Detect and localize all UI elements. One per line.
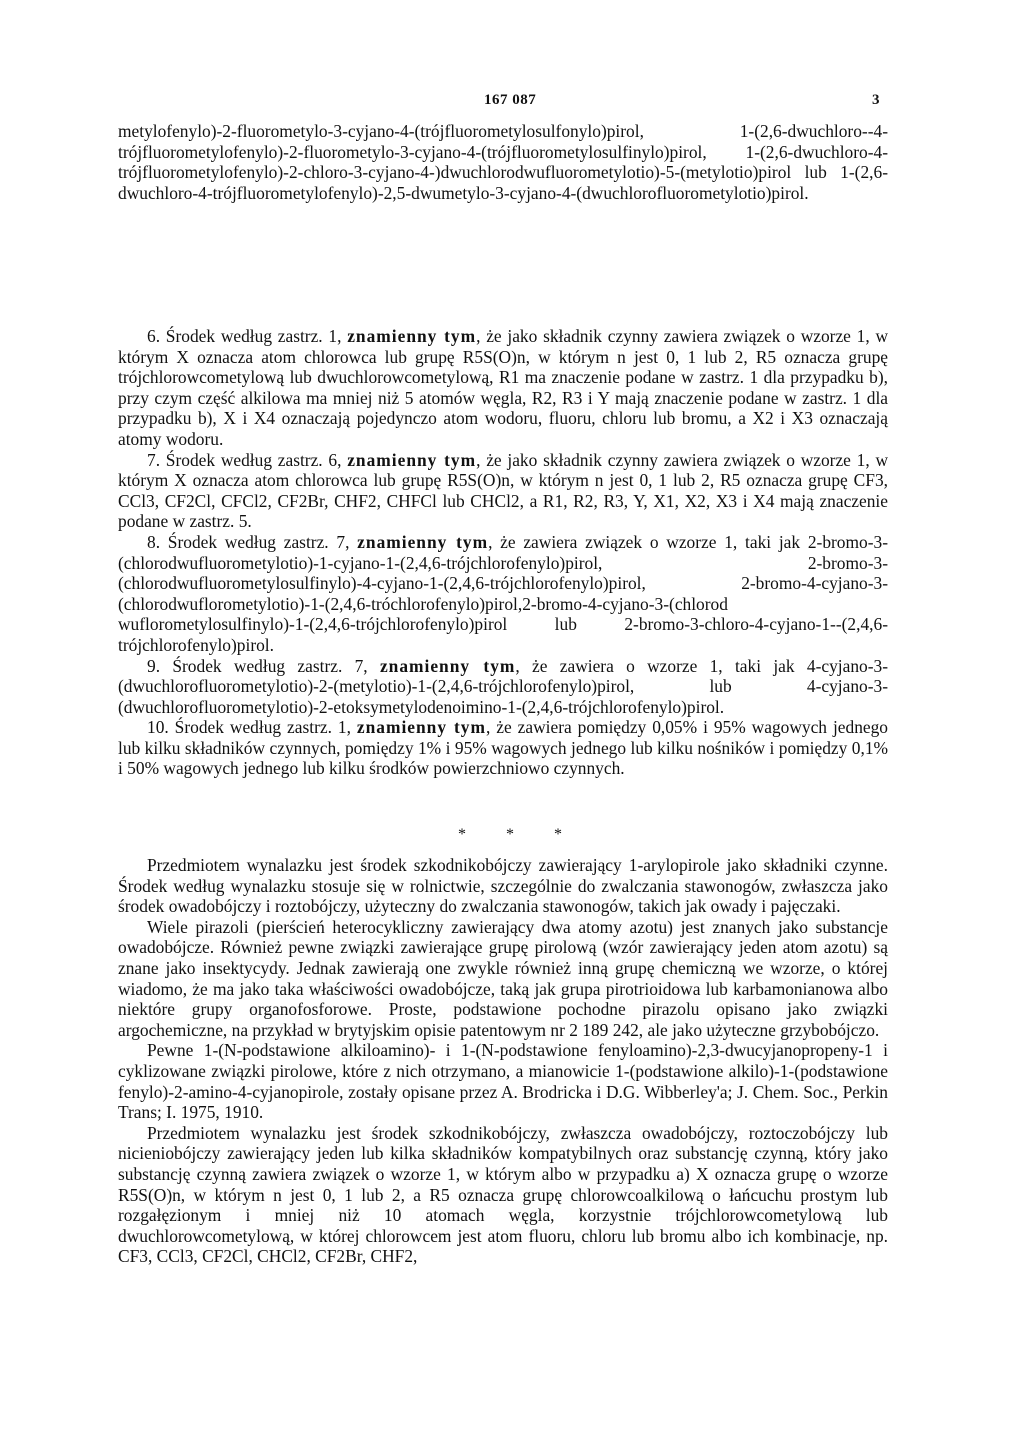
- claim-8: [118, 532, 888, 656]
- page-number: 3: [872, 92, 880, 108]
- claim-lead: 8. Środek według zastrz. 7,: [147, 531, 358, 552]
- claim-body: , że jako składnik czynny zawiera związek o wzorze 1, w którym X oznacza atom chlorowca lub grupę R5S(O)n, w którym n jest 0, 1 lub 2, R5 oznacza grupę trójchlorowcometylową lub dwuchlorowcometylową, R1 ma znaczenie podane w zastrz. 1 dla przypadku b), przy czym część alkilowa ma mniej niż 5 atomów węgla, R2, R3 i Y mają znaczenie podane w zastrz. 1 dla przypadku b), X i X4 oznaczają pojedynczo atom wodoru, fluoru, chloru lub bromu, a X2 i X3 oznaczają atomy wodoru.: [118, 326, 888, 449]
- claim-body: , że zawiera o wzorze 1, taki jak 4-cyjano-3-(dwuchlorofluorometylotio)-2-(metylotio)-1-(2,4,6-trójchlorofenylo)pirol, lub 4-cyjano-3-(dwuchlorofluorometylotio)-2-etoksymetylodenoimino-1-(2,4,6-trójchlorofenylo)pirol.: [118, 655, 888, 717]
- claim-keyword: znamienny tym: [357, 531, 489, 552]
- claim-7: [118, 450, 888, 532]
- description-paragraph: Przedmiotem wynalazku jest środek szkodnikobójczy zawierający 1-arylopirole jako składniki czynne. Środek według wynalazku stosuje się w rolnictwie, szczególnie do zwalczania stawonogów, zwłaszcza jako środek owadobójczy i roztobójczy, użyteczny do zwalczania stawonogów, takich jak owady i pajęczaki.: [118, 855, 888, 917]
- claim-lead: 9. Środek według zastrz. 7,: [147, 655, 380, 676]
- claim-keyword: znamienny tym: [356, 717, 486, 738]
- claim-10: [118, 717, 888, 779]
- claim-body: , że zawiera pomiędzy 0,05% i 95% wagowych jednego lub kilku składników czynnych, pomiędzy 1% i 95% wagowych jednego lub kilku nośników i pomiędzy 0,1% i 50% wagowych jednego lub kilku środków powierzchniowo czynnych.: [118, 717, 889, 779]
- description-paragraph: Wiele pirazoli (pierścień heterocykliczny zawierający dwa atomy azotu) jest znanych jako substancje owadobójcze. Również pewne związki zawierające grupę pirolową (wzór zawierający jeden atom azotu) są znane jako insektycydy. Jednak zawierają one zwykle również inną grupę chemiczną we wzorze, o której wiadomo, że ma jako taka właściwości owadobójcze, taką jak grupa pirotrioidowa lub karbamonianowa albo niektóre grupy organofosforowe. Proste, podstawione pochodne pirazolu opisano jako związki argochemiczne, na przykład w brytyjskim opisie patentowym nr 2 189 242, ale jako użyteczne grzybobójczo.: [118, 916, 888, 1040]
- claim-6: [118, 326, 888, 450]
- description: [118, 855, 888, 1267]
- claim-continuation-text: metylofenylo)-2-fluorometylo-3-cyjano-4-(trójfluorometylosulfonylo)pirol, 1-(2,6-dwuchloro--4-trójfluorometylofenylo)-2-fluorometylo-3-cyjano-4-(trójfluorometylosulfinylo)pirol, 1-(2,6-dwuchloro-4-trójfluorometylofenylo)-2-chloro-3-cyjano-4-)dwuchlorodwufluorometylotio)-5-(metylotio)pirol lub 1-(2,6-dwuchloro-4-trójfluorometylofenylo)-2,5-dwumetylo-3-cyjano-4-(dwuchlorofluorometylotio)pirol.: [118, 121, 888, 203]
- claim-9: [118, 656, 888, 718]
- claim-body: , że jako składnik czynny zawiera związek o wzorze 1, w którym X oznacza atom chlorowca lub grupę R5S(O)n, w którym n jest 0, 1 lub 2, R5 oznacza grupę CF3, CCl3, CF2Cl, CFCl2, CF2Br, CHF2, CHFCl lub CHCl2, a R1, R2, R3, Y, X1, X2, X3 i X4 mają znaczenie podane w zastrz. 5.: [118, 449, 888, 532]
- claim-continuation: [118, 121, 888, 203]
- claim-keyword: znamienny tym: [347, 449, 477, 470]
- claim-lead: 10. Środek według zastrz. 1,: [147, 717, 357, 738]
- claim-keyword: znamienny tym: [379, 655, 516, 676]
- description-paragraph: Przedmiotem wynalazku jest środek szkodnikobójczy, zwłaszcza owadobójczy, roztoczobójczy lub nicieniobójczy zawierający jeden lub kilka składników kompatybilnych oraz substancję czynną, który jako substancję czynną zawiera związek o wzorze 1, w którym albo w przypadku a) X oznacza grupę o wzorze R5S(O)n, w którym n jest 0, 1 lub 2, a R5 oznacza grupę chlorowcoalkilową o łańcuchu prostym lub rozgałęzionym i mniej niż 10 atomach węgla, korzystnie trójchlorowcometylową lub dwuchlorowcometylową, w której chlorowcem jest atom fluoru, chloru lub bromu albo ich kombinacje, np. CF3, CCl3, CF2Cl, CHCl2, CF2Br, CHF2,: [118, 1122, 888, 1267]
- claims-list: [118, 326, 888, 779]
- section-separator: * * *: [458, 826, 580, 843]
- claim-lead: 7. Środek według zastrz. 6,: [147, 449, 348, 470]
- document-number: 167 087: [484, 92, 537, 108]
- description-paragraph: Pewne 1-(N-podstawione alkiloamino)- i 1-(N-podstawione fenyloamino)-2,3-dwucyjanopropeny-1 i cyklizowane związki pirolowe, które z nich otrzymano, a mianowicie 1-(podstawione alkilo)-1-(podstawione fenylo)-2-amino-4-cyjanopirole, zostały opisane przez A. Brodricka i D.G. Wibberley'a; J. Chem. Soc., Perkin Trans; I. 1975, 1910.: [118, 1040, 888, 1123]
- claim-lead: 6. Środek według zastrz. 1,: [147, 326, 348, 346]
- claim-keyword: znamienny tym: [347, 326, 477, 346]
- claim-body: , że zawiera związek o wzorze 1, taki jak 2-bromo-3-(chlorodwufluorometylotio)-1-cyjano-1-(2,4,6-trójchlorofenylo)pirol, 2-bromo-3-(chlorodwufluorometylosulfinylo)-4-cyjano-1-(2,4,6-trójchlorofenylo)pirol, 2-bromo-4-cyjano-3-(chlorodwuflorometylotio)-1-(2,4,6-tróchlorofenylo)pirol,2-bromo-4-cyjano-3-(chlorod wuflorometylosulfinylo)-1-(2,4,6-trójchlorofenylo)pirol lub 2-bromo-3-chloro-4-cyjano-1--(2,4,6-trójchlorofenylo)pirol.: [118, 531, 888, 655]
